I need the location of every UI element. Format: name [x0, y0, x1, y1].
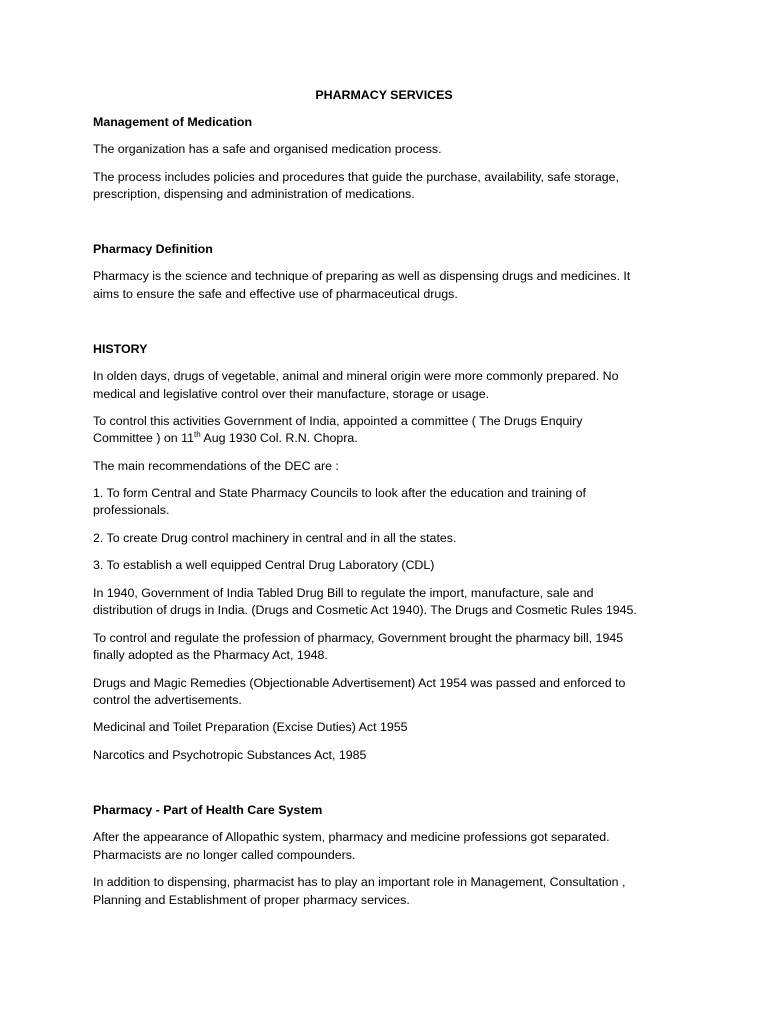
heading-pharmacy-definition: Pharmacy Definition — [93, 242, 213, 256]
paragraph-line: To control this activities Government of India, appointed a committee ( The Drugs Enquiry — [93, 414, 583, 428]
list-item: professionals. — [93, 503, 170, 517]
paragraph-line: Pharmacy is the science and technique of preparing as well as dispensing drugs and medicines. It — [93, 269, 631, 283]
document-title: PHARMACY SERVICES — [315, 88, 453, 102]
paragraph-line: Drugs and Magic Remedies (Objectionable Advertisement) Act 1954 was passed and enforced to — [93, 676, 626, 690]
paragraph-line: finally adopted as the Pharmacy Act, 1948. — [93, 648, 328, 662]
paragraph-line: Pharmacists are no longer called compounders. — [93, 848, 356, 862]
paragraph-line: The organization has a safe and organised medication process. — [93, 142, 442, 156]
paragraph-line: The process includes policies and procedures that guide the purchase, availability, safe storage, — [93, 170, 619, 184]
paragraph-line: The main recommendations of the DEC are : — [93, 459, 339, 473]
paragraph-line: aims to ensure the safe and effective use of pharmaceutical drugs. — [93, 287, 458, 301]
paragraph-line — [93, 430, 678, 448]
heading-management-of-medication: Management of Medication — [93, 115, 253, 129]
heading-history: HISTORY — [93, 342, 148, 356]
list-item: 2. To create Drug control machinery in central and in all the states. — [93, 531, 457, 545]
paragraph-line: Medicinal and Toilet Preparation (Excise Duties) Act 1955 — [93, 720, 408, 734]
paragraph-line: Narcotics and Psychotropic Substances Act, 1985 — [93, 748, 367, 762]
paragraph-line: prescription, dispensing and administration of medications. — [93, 187, 415, 201]
paragraph-line: In 1940, Government of India Tabled Drug Bill to regulate the import, manufacture, sale and — [93, 586, 594, 600]
heading-pharmacy-part-of-health-care-system: Pharmacy - Part of Health Care System — [93, 803, 323, 817]
paragraph-line: control the advertisements. — [93, 693, 242, 707]
paragraph-line: Planning and Establishment of proper pharmacy services. — [93, 893, 410, 907]
paragraph-line: After the appearance of Allopathic system, pharmacy and medicine professions got separated. — [93, 830, 610, 844]
paragraph-line: To control and regulate the profession of pharmacy, Government brought the pharmacy bill, 1945 — [93, 631, 624, 645]
list-item: 3. To establish a well equipped Central Drug Laboratory (CDL) — [93, 558, 435, 572]
paragraph-line: In addition to dispensing, pharmacist has to play an important role in Management, Consultation , — [93, 875, 626, 889]
paragraph-line: medical and legislative control over their manufacture, storage or usage. — [93, 387, 490, 401]
text-run: Committee ) on 11 — [93, 431, 194, 445]
list-item: 1. To form Central and State Pharmacy Councils to look after the education and training of — [93, 486, 586, 500]
paragraph-line: In olden days, drugs of vegetable, animal and mineral origin were more commonly prepared. No — [93, 369, 619, 383]
text-run: Aug 1930 Col. R.N. Chopra. — [200, 431, 358, 445]
superscript-ordinal: th — [194, 429, 201, 439]
paragraph-line: distribution of drugs in India. (Drugs and Cosmetic Act 1940). The Drugs and Cosmetic Rules 1945. — [93, 603, 637, 617]
